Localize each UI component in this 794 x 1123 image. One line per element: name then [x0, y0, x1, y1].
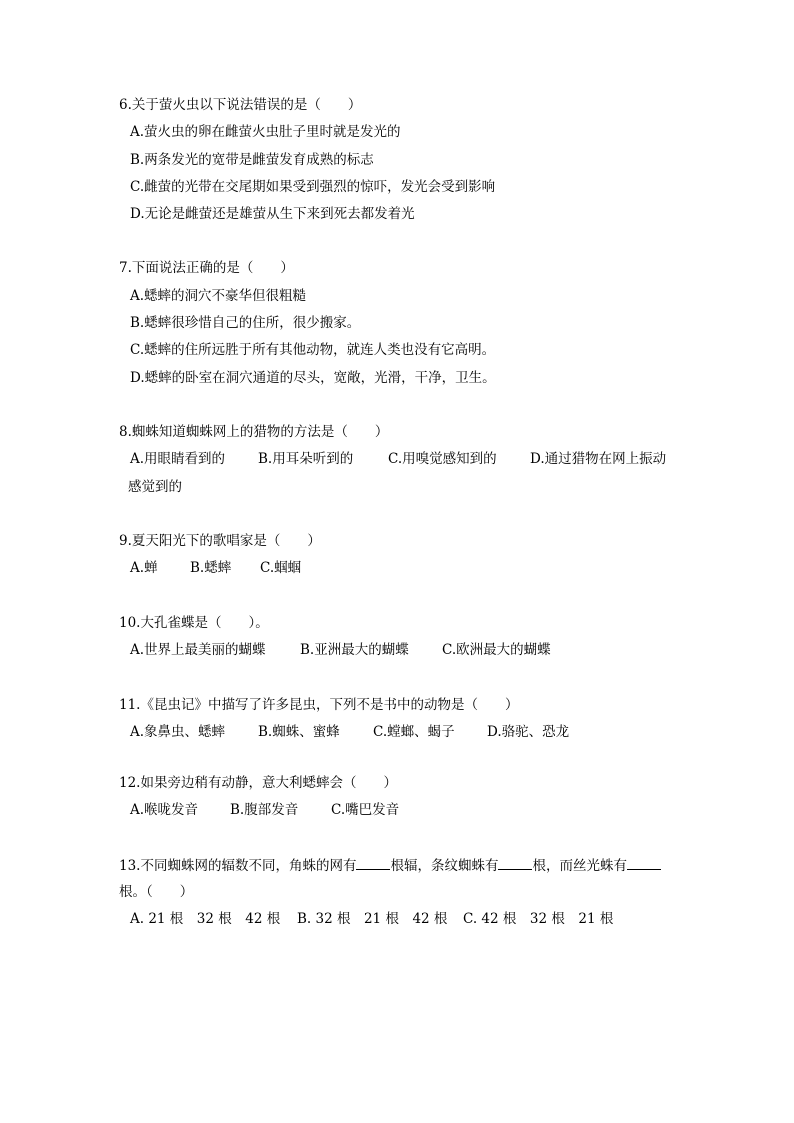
question-12-option-a: A.喉咙发音: [130, 802, 199, 818]
question-6-option-a: A.萤火虫的卵在雌萤火虫肚子里时就是发光的: [130, 124, 401, 140]
question-12-option-b: B.腹部发音: [230, 802, 299, 818]
question-13-stem: [119, 855, 661, 876]
question-13-stem-part1: 13.不同蜘蛛网的辐数不同，角蛛的网有: [119, 858, 357, 874]
question-8-option-d: D.通过猎物在网上振动: [530, 451, 667, 467]
question-13-option-c: C. 42 根 32 根 21 根: [463, 911, 614, 927]
question-6-option-d: D.无论是雌萤还是雄萤从生下来到死去都发着光: [130, 206, 415, 222]
question-9-option-b: B.蟋蟀: [190, 560, 232, 576]
question-12-stem: 12.如果旁边稍有动静，意大利蟋蟀会（ ）: [119, 775, 397, 791]
question-7-option-b: B.蟋蟀很珍惜自己的住所，很少搬家。: [130, 315, 361, 331]
question-10-options: [130, 640, 551, 660]
question-7-option-c: C.蟋蟀的住所远胜于所有其他动物，就连人类也没有它高明。: [130, 342, 496, 358]
question-13-stem-part2: 根辐，条纹蜘蛛有: [390, 858, 499, 874]
question-10-option-a: A.世界上最美丽的蝴蝶: [130, 642, 266, 658]
question-10-stem: 10.大孔雀蝶是（ ）。: [119, 615, 269, 631]
question-7-stem: 7.下面说法正确的是（ ）: [119, 260, 294, 276]
question-7-option-d: D.蟋蟀的卧室在洞穴通道的尽头，宽敞，光滑，干净，卫生。: [130, 370, 496, 386]
question-13-stem-continued: 根。（ ）: [119, 884, 194, 900]
question-8-option-b: B.用耳朵听到的: [258, 451, 354, 467]
question-10-option-b: B.亚洲最大的蝴蝶: [300, 642, 409, 658]
question-8-stem: 8.蜘蛛知道蜘蛛网上的猎物的方法是（ ）: [119, 424, 389, 440]
question-12-option-c: C.嘴巴发音: [331, 802, 400, 818]
question-6-option-b: B.两条发光的宽带是雌萤发育成熟的标志: [130, 152, 374, 168]
question-11-option-a: A.象鼻虫、蟋蟀: [130, 724, 226, 740]
answer-blank-2: [498, 855, 532, 870]
question-13-option-b: B. 32 根 21 根 42 根: [297, 911, 448, 927]
question-9-options: [130, 558, 301, 578]
question-8-option-c: C.用嗅觉感知到的: [388, 451, 497, 467]
question-8-option-d-continued: 感觉到的: [128, 479, 182, 495]
question-8-option-a: A.用眼睛看到的: [130, 451, 226, 467]
question-9-stem: 9.夏天阳光下的歌唱家是（ ）: [119, 533, 321, 549]
answer-blank-1: [356, 855, 390, 870]
question-12-options: [130, 800, 399, 820]
question-7-option-a: A.蟋蟀的洞穴不豪华但很粗糙: [130, 288, 307, 304]
question-13-option-a: A. 21 根 32 根 42 根: [130, 911, 281, 927]
answer-blank-3: [627, 855, 661, 870]
question-13-options: [130, 909, 613, 929]
question-9-option-a: A.蝉: [130, 560, 158, 576]
question-11-option-c: C.螳螂、蝎子: [373, 724, 455, 740]
question-9-option-c: C.蝈蝈: [260, 560, 302, 576]
question-11-stem: 11.《昆虫记》中描写了许多昆虫，下列不是书中的动物是（ ）: [119, 697, 519, 713]
question-11-options: [130, 722, 569, 742]
question-11-option-b: B.蜘蛛、蜜蜂: [258, 724, 340, 740]
question-6-stem: 6.关于萤火虫以下说法错误的是（ ）: [119, 97, 362, 113]
question-11-option-d: D.骆驼、恐龙: [487, 724, 570, 740]
question-13-stem-part3: 根，而丝光蛛有: [532, 858, 627, 874]
question-8-options: [130, 449, 666, 469]
question-10-option-c: C.欧洲最大的蝴蝶: [442, 642, 551, 658]
question-6-option-c: C.雌萤的光带在交尾期如果受到强烈的惊吓，发光会受到影响: [130, 179, 496, 195]
